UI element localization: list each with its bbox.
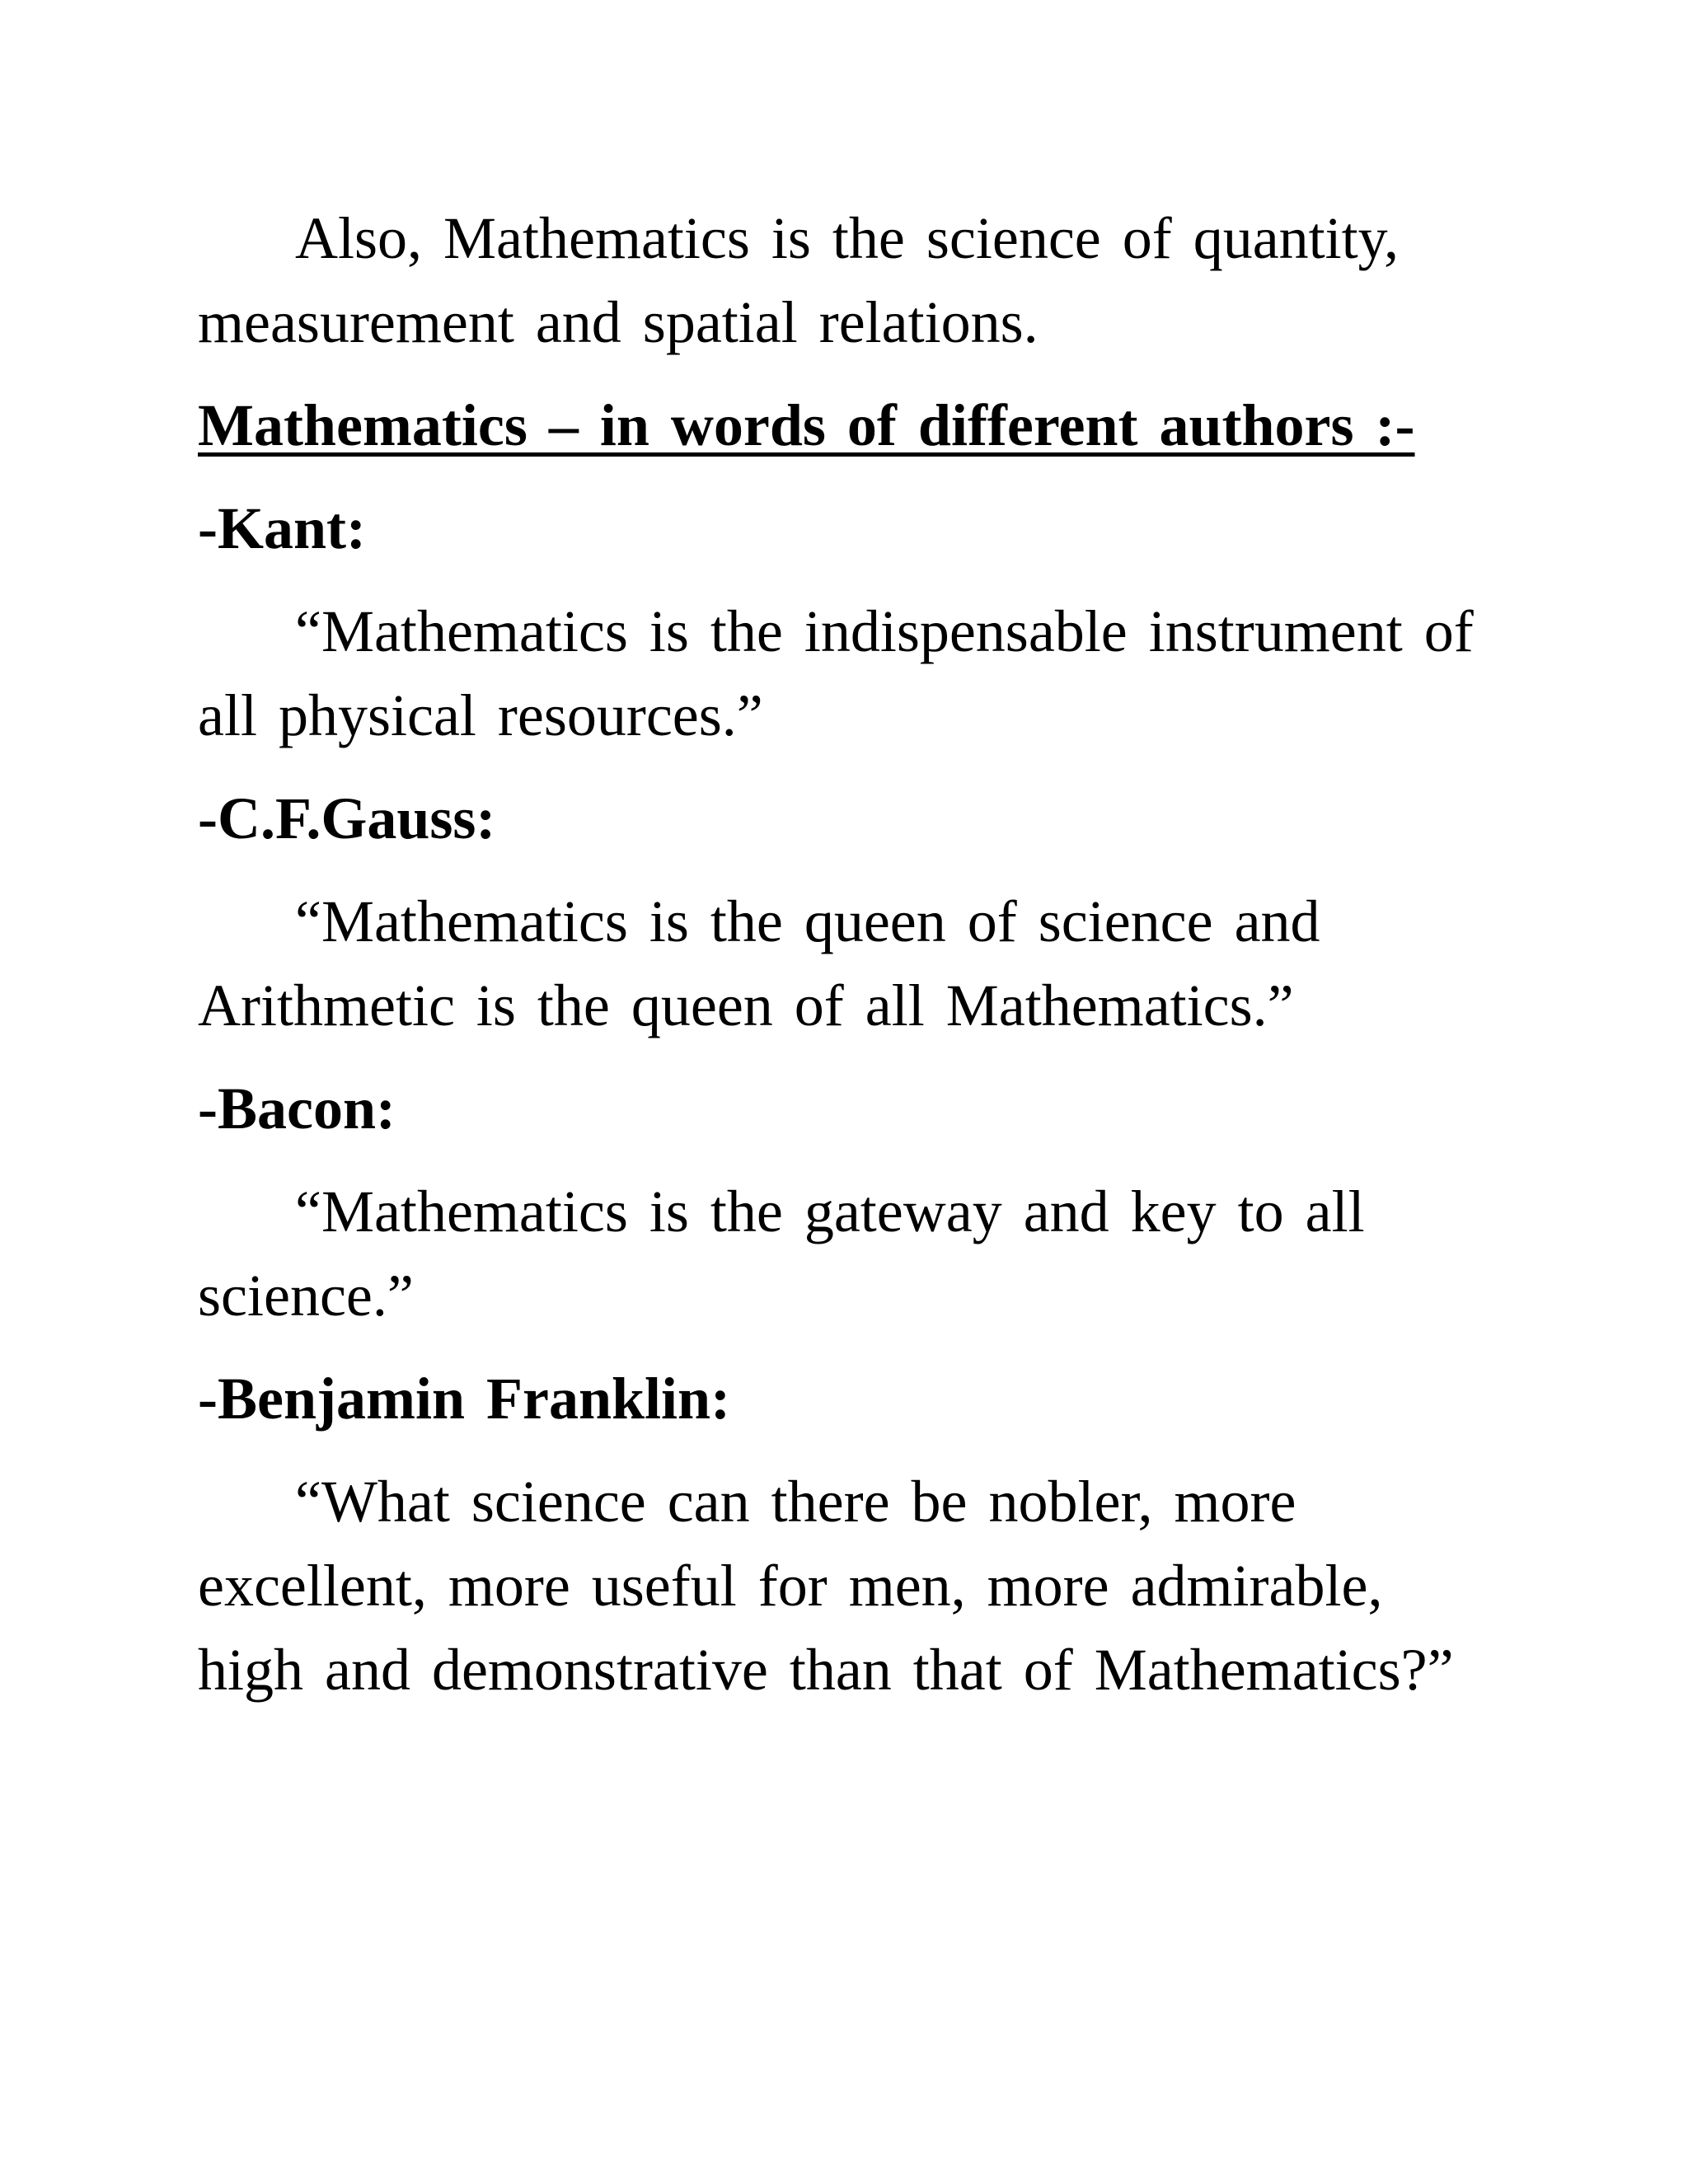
- quote-line: “Mathematics is the gateway and key to all: [295, 1179, 1365, 1244]
- quote-gauss: [198, 879, 1500, 1047]
- page-content: [198, 196, 1500, 1731]
- quote-kant: [198, 589, 1500, 757]
- author-bacon: -Bacon:: [198, 1076, 396, 1141]
- quote-bacon: [198, 1169, 1500, 1338]
- intro-line-2: measurement and spatial relations.: [198, 289, 1039, 355]
- section-heading: [198, 383, 1500, 467]
- author-kant: -Kant:: [198, 495, 366, 561]
- quote-franklin: [198, 1460, 1500, 1712]
- author-gauss: -C.F.Gauss:: [198, 785, 496, 851]
- quote-line: science.”: [198, 1263, 414, 1329]
- intro-line-1: Also, Mathematics is the science of quantity,: [295, 205, 1400, 271]
- quote-line: “Mathematics is the queen of science and: [295, 888, 1320, 954]
- intro-paragraph: [198, 196, 1500, 364]
- quote-line: excellent, more useful for men, more admirable,: [198, 1553, 1383, 1619]
- quote-line: “Mathematics is the indispensable instrument of: [295, 598, 1474, 664]
- section-title: Mathematics – in words of different authors :-: [198, 392, 1415, 458]
- quote-line: high and demonstrative than that of Mathematics?”: [198, 1637, 1454, 1703]
- author-franklin: -Benjamin Franklin:: [198, 1366, 731, 1432]
- quote-line: all physical resources.”: [198, 682, 763, 748]
- quote-line: Arithmetic is the queen of all Mathematics.”: [198, 972, 1294, 1038]
- quote-line: “What science can there be nobler, more: [295, 1469, 1296, 1535]
